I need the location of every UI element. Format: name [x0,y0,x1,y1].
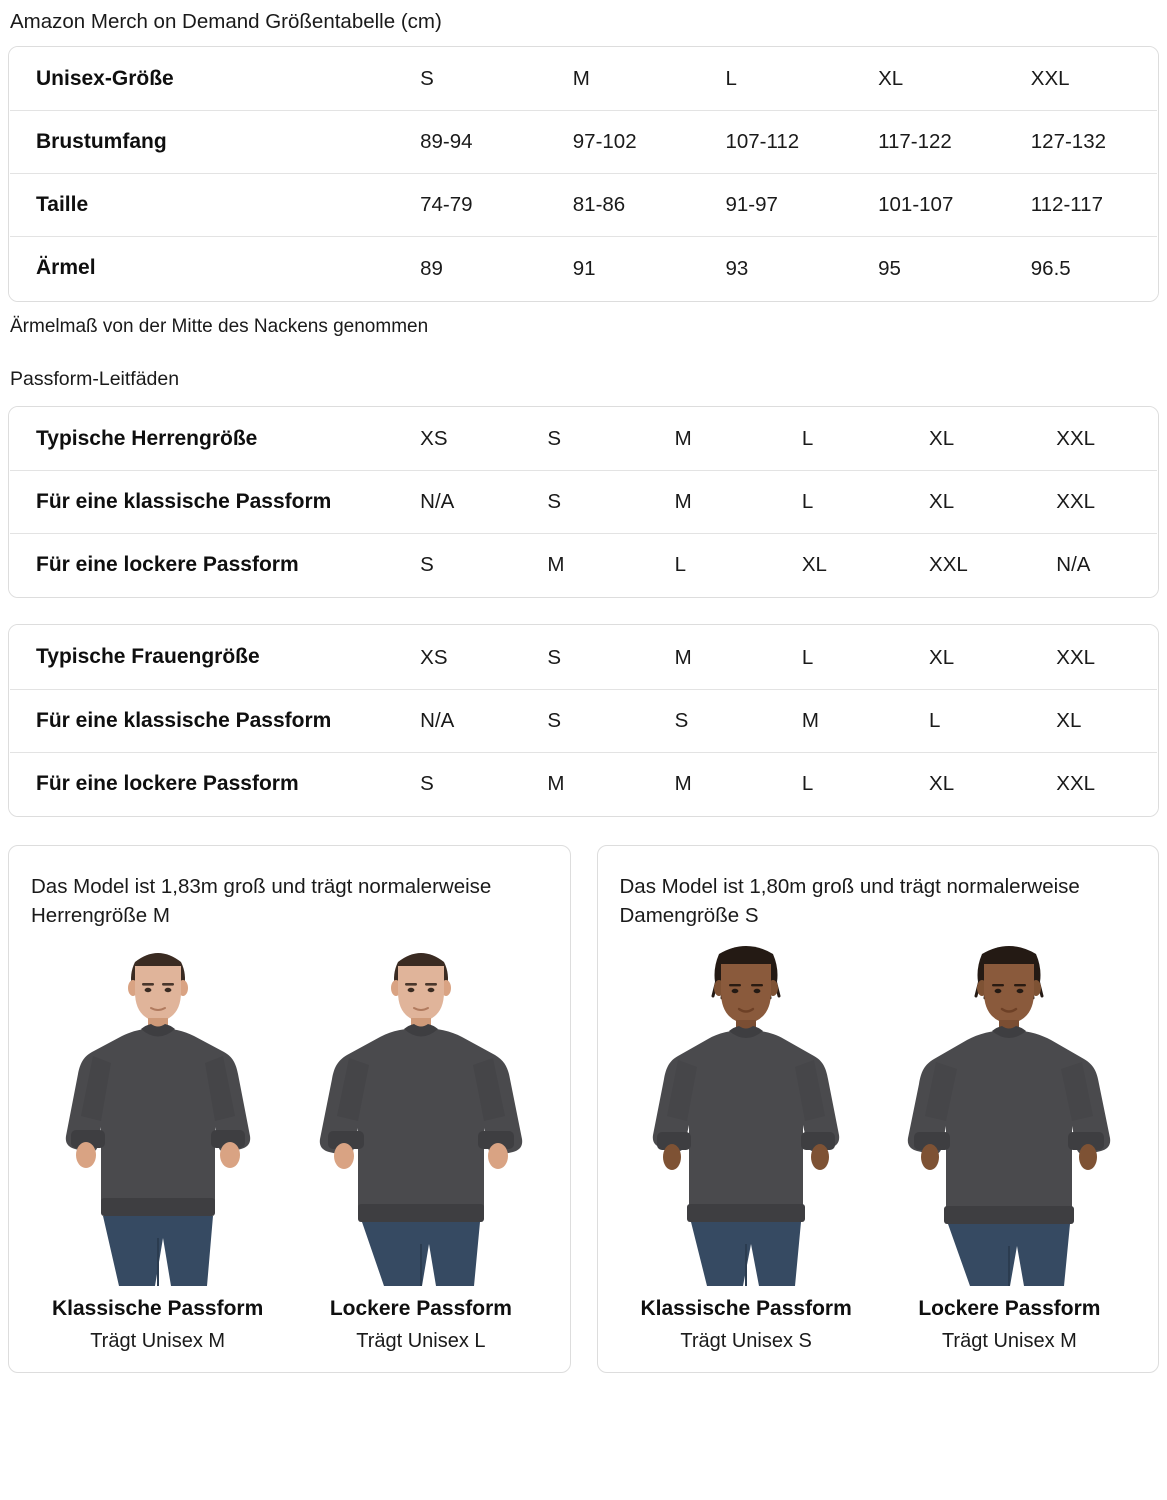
cell: 91 [572,256,596,280]
cell: L [674,553,687,577]
figure-subtitle: Trägt Unisex L [356,1329,486,1352]
cell: N/A [394,470,521,533]
cell: XS [394,407,521,470]
female-model-relaxed-fit-image [883,936,1136,1286]
male-model-relaxed-fit-image [294,936,547,1286]
cell: S [521,407,648,470]
cell: XXL [1030,470,1157,533]
cell: 96.5 [1030,256,1071,280]
cell: S [420,772,434,796]
cell: M [649,470,776,533]
male-model-classic-fit-image [31,936,284,1286]
sleeve-measurement-note: Ärmelmaß von der Mitte des Nackens genommen [10,315,429,337]
cell: 117-122 [852,110,1005,173]
cell: S [420,553,434,577]
table-row [10,752,1158,815]
cell: M [547,553,565,577]
cell: XL [1030,689,1157,752]
womens-model-card [597,845,1160,1372]
cell: S [649,689,776,752]
figure-relaxed-fit-women [883,936,1136,1353]
table-row [10,689,1158,752]
cell: M [649,626,776,689]
cell: XXL [1030,626,1157,689]
figure-subtitle: Trägt Unisex M [941,1329,1077,1352]
figure-subtitle: Trägt Unisex S [680,1329,812,1352]
cell: M [547,772,565,796]
row-label: Unisex-Größe [10,47,395,110]
mens-model-card [8,845,571,1372]
cell: XL [903,626,1030,689]
cell: XL [903,407,1030,470]
cell: XL [852,47,1005,110]
cell: 93 [725,256,749,280]
cell: 127-132 [1005,110,1158,173]
figure-title: Lockere Passform [329,1297,512,1321]
row-label: Brustumfang [10,110,395,173]
cell: XXL [1030,407,1157,470]
cell: S [521,689,648,752]
figure-title: Klassische Passform [51,1297,264,1321]
female-model-classic-fit-image [620,936,873,1286]
cell: 89 [420,256,443,280]
cell: S [521,626,648,689]
table-row [10,174,1158,237]
row-label: Für eine klassische Passform [10,689,395,752]
cell: 97-102 [547,110,700,173]
cell: M [776,689,903,752]
cell: L [776,626,903,689]
cell: 107-112 [699,110,852,173]
table-row [10,47,1158,110]
table-row [10,237,1158,300]
figure-title: Klassische Passform [640,1297,852,1321]
cell: L [776,470,903,533]
model-description: Das Model ist 1,83m groß und trägt normalerweise Herrengröße M [31,875,492,928]
mens-fit-table [9,407,1158,598]
row-label: Taille [10,174,395,237]
cell: N/A [1056,553,1091,577]
row-label: Ärmel [36,256,96,280]
cell: 112-117 [1005,174,1158,237]
cell: 81-86 [547,174,700,237]
figure-row [31,936,548,1353]
figure-title: Lockere Passform [918,1297,1101,1321]
cell: M [547,47,700,110]
row-label: Für eine lockere Passform [36,771,299,795]
figure-classic-fit-women [620,936,873,1353]
figure-subtitle: Trägt Unisex M [90,1329,226,1352]
size-table-container [8,46,1159,302]
row-label: Für eine lockere Passform [36,553,299,577]
row-label: Typische Frauengröße [10,626,395,689]
fit-guides-label: Passform-Leitfäden [10,368,180,391]
table-row [10,470,1158,533]
womens-fit-table [9,625,1158,816]
model-description: Das Model ist 1,80m groß und trägt normalerweise Damengröße S [619,875,1080,928]
table-row [10,407,1158,470]
cell: L [699,47,852,110]
table-row [10,110,1158,173]
cell: XL [903,470,1030,533]
mens-fit-table-container [8,406,1159,599]
womens-fit-table-container [8,624,1159,817]
cell: 95 [878,256,901,280]
cell: N/A [394,689,521,752]
cell: L [801,772,814,796]
cell: XS [394,626,521,689]
cell: 89-94 [394,110,547,173]
figure-relaxed-fit-men [294,936,547,1353]
cell: M [674,772,692,796]
cell: XL [929,772,955,796]
cell: XXL [1005,47,1158,110]
cell: XL [801,553,827,577]
figure-row [620,936,1137,1353]
cell: XXL [1056,772,1096,796]
row-label: Für eine klassische Passform [10,470,395,533]
cell: 91-97 [699,174,852,237]
cell: 101-107 [852,174,1005,237]
cell: S [521,470,648,533]
cell: M [649,407,776,470]
table-row [10,534,1158,597]
model-cards [8,845,1159,1372]
row-label: Typische Herrengröße [10,407,395,470]
cell: XXL [929,553,968,577]
table-row [10,626,1158,689]
cell: L [776,407,903,470]
page-title: Amazon Merch on Demand Größentabelle (cm) [10,10,442,33]
cell: L [903,689,1030,752]
size-table [9,47,1158,301]
figure-classic-fit-men [31,936,284,1353]
cell: 74-79 [394,174,547,237]
cell: S [394,47,547,110]
